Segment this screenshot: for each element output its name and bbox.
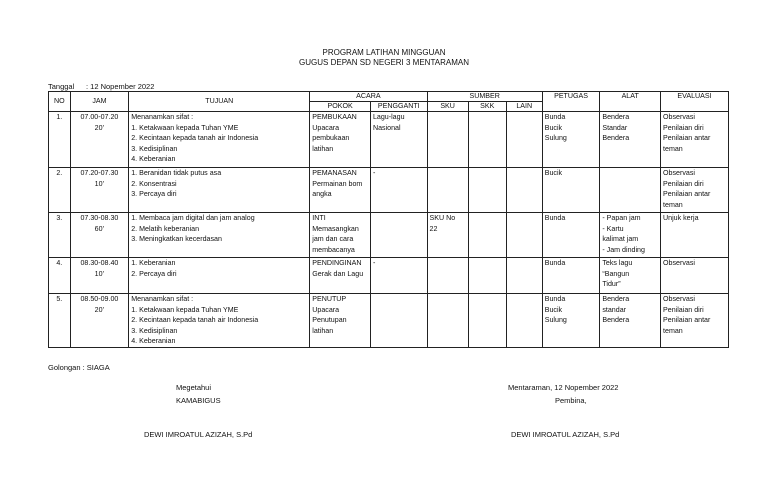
evaluasi-line: Penilaian diri — [663, 123, 704, 132]
cell-pokok — [310, 258, 371, 294]
jam-line: 07.20-07.30 — [80, 169, 119, 177]
cell-tujuan — [129, 168, 310, 213]
header-sku: SKU — [427, 102, 468, 112]
evaluasi-line: teman — [663, 326, 683, 335]
tujuan-line: 4. Keberanian — [131, 155, 176, 164]
evaluasi-line: Observasi — [663, 169, 695, 177]
pokok-line: latihan — [312, 326, 334, 335]
table-row — [49, 168, 729, 213]
cell-petugas — [542, 294, 600, 348]
tujuan-line: 3. Kedisiplinan — [131, 144, 178, 153]
cell-sku — [427, 213, 468, 258]
cell-petugas — [542, 258, 600, 294]
cell-alat — [600, 112, 661, 168]
jam-line: 60’ — [94, 224, 105, 233]
cell-no: 2. — [49, 168, 71, 213]
jam-line: 08.50-09.00 — [80, 295, 119, 303]
cell-evaluasi — [661, 294, 729, 348]
petugas-line: Bucik — [544, 123, 563, 132]
cell-sku — [427, 112, 468, 168]
alat-line: - Jam dinding — [602, 245, 645, 254]
tujuan-line: Menanamkan sifat : — [131, 113, 194, 121]
cell-evaluasi — [661, 168, 729, 213]
header-jam: JAM — [70, 92, 129, 112]
alat-line: Bendera — [602, 295, 630, 303]
header-no: NO — [49, 92, 71, 112]
tujuan-line: 2. Melatih keberanian — [131, 224, 200, 233]
cell-skk — [468, 213, 506, 258]
cell-skk — [468, 168, 506, 213]
alat-line: Standar — [602, 123, 628, 132]
table-row — [49, 294, 729, 348]
jam-line: 07.30-08.30 — [80, 214, 119, 222]
cell-pokok — [310, 294, 371, 348]
pokok-line: PENDINGINAN — [312, 259, 362, 267]
tujuan-line: 2. Kecintaan kepada tanah air Indonesia — [131, 134, 259, 143]
evaluasi-line: Observasi — [663, 113, 695, 121]
alat-line: Teks lagu — [602, 259, 633, 267]
cell-pengganti — [370, 294, 427, 348]
tujuan-line: 1. Ketakwaan kepada Tuhan YME — [131, 123, 239, 132]
header-lain: LAIN — [506, 102, 542, 112]
cell-lain — [506, 168, 542, 213]
left-sign-line2: KAMABIGUS — [176, 396, 221, 405]
sku-line: 22 — [429, 224, 438, 233]
pokok-line: angka — [312, 190, 332, 199]
tujuan-line: 1. Keberanian — [131, 259, 176, 267]
alat-line: Tidur” — [602, 280, 621, 289]
cell-evaluasi — [661, 112, 729, 168]
date-value: : 12 Nopember 2022 — [86, 82, 155, 91]
cell-evaluasi — [661, 258, 729, 294]
tujuan-line: 1. Ketakwaan kepada Tuhan YME — [131, 305, 239, 314]
header-petugas: PETUGAS — [542, 92, 600, 112]
tujuan-line: 3. Meningkatkan kecerdasan — [131, 235, 222, 244]
cell-alat — [600, 258, 661, 294]
cell-alat — [600, 294, 661, 348]
cell-alat — [600, 213, 661, 258]
cell-petugas — [542, 112, 600, 168]
cell-pengganti — [370, 213, 427, 258]
pokok-line: PENUTUP — [312, 295, 347, 303]
cell-lain — [506, 258, 542, 294]
jam-line: 07.00-07.20 — [80, 113, 119, 121]
petugas-line: Sulung — [544, 316, 567, 325]
date-label: Tanggal — [48, 82, 75, 91]
alat-line: Bendera — [602, 113, 630, 121]
evaluasi-line: teman — [663, 200, 683, 209]
cell-lain — [506, 213, 542, 258]
cell-tujuan — [129, 294, 310, 348]
petugas-line: Bunda — [544, 113, 566, 121]
left-signer-name: DEWI IMROATUL AZIZAH, S.Pd — [144, 430, 253, 439]
tujuan-line: 2. Konsentrasi — [131, 179, 177, 188]
pengganti-line: Lagu-lagu — [372, 113, 405, 121]
alat-line: kalimat jam — [602, 235, 639, 244]
cell-no: 3. — [49, 213, 71, 258]
tujuan-line: 1. Beranidan tidak putus asa — [131, 169, 222, 177]
pokok-line: pembukaan — [312, 134, 350, 143]
pokok-line: jam dan cara — [312, 235, 354, 244]
petugas-line: Sulung — [544, 134, 567, 143]
pokok-line: INTI — [312, 214, 326, 222]
cell-jam — [70, 112, 129, 168]
cell-skk — [468, 294, 506, 348]
jam-line: 20’ — [94, 123, 105, 132]
header-pokok: POKOK — [310, 102, 371, 112]
cell-no: 5. — [49, 294, 71, 348]
evaluasi-line: Observasi — [663, 295, 695, 303]
sku-line: SKU No — [429, 214, 456, 222]
jam-line: 10’ — [94, 179, 105, 188]
cell-sku — [427, 294, 468, 348]
right-sign-line1: Mentaraman, 12 Nopember 2022 — [508, 383, 619, 392]
evaluasi-line: Penilaian diri — [663, 179, 704, 188]
schedule-rows — [49, 112, 729, 348]
evaluasi-line: Observasi — [663, 259, 695, 267]
cell-alat — [600, 168, 661, 213]
cell-pengganti — [370, 258, 427, 294]
evaluasi-line: Unjuk kerja — [663, 214, 699, 222]
tujuan-line: Menanamkan sifat : — [131, 295, 194, 303]
evaluasi-line: Penilaian antar — [663, 190, 711, 199]
tujuan-line: 2. Percaya diri — [131, 269, 177, 278]
pokok-line: Memasangkan — [312, 224, 359, 233]
pokok-line: PEMANASAN — [312, 169, 357, 177]
evaluasi-line: teman — [663, 144, 683, 153]
tujuan-line: 3. Kedisiplinan — [131, 326, 178, 335]
header-tujuan: TUJUAN — [129, 92, 310, 112]
petugas-line: Bucik — [544, 169, 563, 177]
cell-lain — [506, 294, 542, 348]
pengganti-line: - — [372, 259, 376, 267]
schedule-table — [48, 91, 729, 348]
cell-no: 1. — [49, 112, 71, 168]
pengganti-line: Nasional — [372, 123, 401, 132]
cell-jam — [70, 258, 129, 294]
pokok-line: Permainan bom — [312, 179, 363, 188]
cell-evaluasi — [661, 213, 729, 258]
right-signer-name: DEWI IMROATUL AZIZAH, S.Pd — [511, 430, 620, 439]
cell-petugas — [542, 213, 600, 258]
cell-pokok — [310, 213, 371, 258]
cell-skk — [468, 112, 506, 168]
header-skk: SKK — [468, 102, 506, 112]
table-row — [49, 258, 729, 294]
petugas-line: Bunda — [544, 259, 566, 267]
pengganti-line: - — [372, 169, 376, 177]
tujuan-line: 3. Percaya diri — [131, 190, 177, 199]
cell-pokok — [310, 112, 371, 168]
alat-line: “Bangun — [602, 269, 630, 278]
petugas-line: Bunda — [544, 214, 566, 222]
jam-line: 10’ — [94, 269, 105, 278]
pokok-line: Upacara — [312, 305, 340, 314]
table-row — [49, 213, 729, 258]
alat-line: Bendera — [602, 316, 630, 325]
tujuan-line: 2. Kecintaan kepada tanah air Indonesia — [131, 316, 259, 325]
header-evaluasi: EVALUASI — [661, 92, 729, 112]
alat-line: standar — [602, 305, 627, 314]
cell-skk — [468, 258, 506, 294]
table-row — [49, 112, 729, 168]
left-sign-line1: Megetahui — [176, 383, 212, 392]
cell-pokok — [310, 168, 371, 213]
petugas-line: Bunda — [544, 295, 566, 303]
header-alat: ALAT — [600, 92, 661, 112]
pokok-line: membacanya — [312, 245, 355, 254]
cell-sku — [427, 258, 468, 294]
pokok-line: latihan — [312, 144, 334, 153]
cell-jam — [70, 213, 129, 258]
petugas-line: Bucik — [544, 305, 563, 314]
alat-line: - Papan jam — [602, 214, 641, 222]
pokok-line: Upacara — [312, 123, 340, 132]
document-title-line2: GUGUS DEPAN SD NEGERI 3 MENTARAMAN — [299, 58, 469, 67]
cell-no: 4. — [49, 258, 71, 294]
golongan-label: Golongan : SIAGA — [48, 363, 110, 372]
header-acara: ACARA — [310, 92, 427, 102]
cell-jam — [70, 294, 129, 348]
cell-tujuan — [129, 258, 310, 294]
tujuan-line: 1. Membaca jam digital dan jam analog — [131, 214, 255, 222]
pokok-line: Penutupan — [312, 316, 347, 325]
pokok-line: Gerak dan Lagu — [312, 269, 364, 278]
cell-pengganti — [370, 112, 427, 168]
jam-line: 08.30-08.40 — [80, 259, 119, 267]
cell-sku — [427, 168, 468, 213]
evaluasi-line: Penilaian antar — [663, 134, 711, 143]
alat-line: - Kartu — [602, 224, 624, 233]
document-title-line1: PROGRAM LATIHAN MINGGUAN — [322, 48, 446, 57]
cell-pengganti — [370, 168, 427, 213]
cell-lain — [506, 112, 542, 168]
right-sign-line2: Pembina, — [555, 396, 587, 405]
jam-line: 20’ — [94, 305, 105, 314]
tujuan-line: 4. Keberanian — [131, 337, 176, 346]
evaluasi-line: Penilaian antar — [663, 316, 711, 325]
evaluasi-line: Penilaian diri — [663, 305, 704, 314]
header-sumber: SUMBER — [427, 92, 542, 102]
cell-jam — [70, 168, 129, 213]
pokok-line: PEMBUKAAN — [312, 113, 357, 121]
cell-petugas — [542, 168, 600, 213]
cell-tujuan — [129, 213, 310, 258]
header-pengganti: PENGGANTI — [370, 102, 427, 112]
alat-line: Bendera — [602, 134, 630, 143]
cell-tujuan — [129, 112, 310, 168]
